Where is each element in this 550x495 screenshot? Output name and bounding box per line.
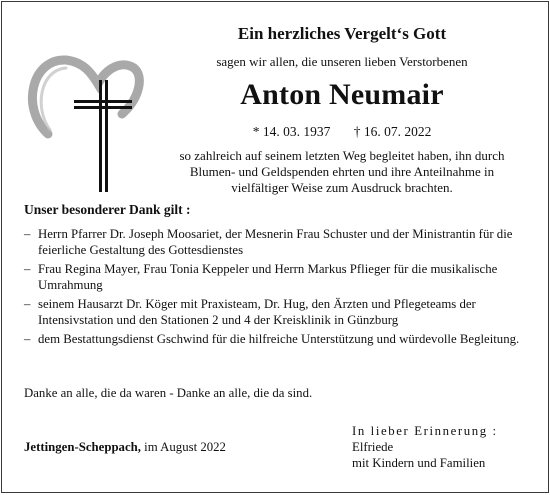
dash-bullet: – xyxy=(24,262,31,276)
signer-name: Elfriede xyxy=(352,440,394,454)
heart-cross-emblem xyxy=(26,42,146,192)
dash-bullet: – xyxy=(24,227,31,241)
memory-signature xyxy=(352,423,498,471)
list-item-text: Frau Regina Mayer, Frau Tonia Keppeler und Herrn Markus Pflieger für die musikalische Umrahmung xyxy=(38,262,498,292)
message-line: so zahlreich auf seinem letzten Weg begleitet haben, ihn durch xyxy=(179,148,505,163)
message-line: vielfältiger Weise zum Ausdruck brachten. xyxy=(231,180,453,195)
place-name: Jettingen-Scheppach, xyxy=(24,440,141,454)
list-item xyxy=(24,296,534,328)
signer-family: mit Kindern und Familien xyxy=(352,456,486,470)
death-date: † 16. 07. 2022 xyxy=(353,124,432,139)
obituary-card xyxy=(1,1,549,493)
thanks-list xyxy=(24,226,534,350)
memory-title: In lieber Erinnerung : xyxy=(352,424,498,438)
page-title: Ein herzliches Vergelt‘s Gott xyxy=(237,24,447,43)
closing-line: Danke an alle, die da waren - Danke an alle, die da sind. xyxy=(24,386,313,400)
list-item-text: dem Bestattungsdienst Gschwind für die hilfreiche Unterstützung und würdevolle Begleitung. xyxy=(38,332,520,346)
list-item xyxy=(24,226,534,258)
dash-bullet: – xyxy=(24,297,31,311)
list-item xyxy=(24,331,534,347)
cross-icon xyxy=(74,80,132,192)
message-line: Blumen- und Geldspenden ehrten und ihre Anteilnahme in xyxy=(189,164,495,179)
deceased-name: Anton Neumair xyxy=(240,78,444,111)
list-item-text: Herrn Pfarrer Dr. Joseph Moosariet, der Mesnerin Frau Schuster und der Ministrantin für die feierliche Gestaltung des Gottesdienstes xyxy=(38,227,513,257)
subtitle: sagen wir allen, die unseren lieben Verstorbenen xyxy=(216,54,468,69)
list-item-text: seinem Hausarzt Dr. Köger mit Praxisteam, Dr. Hug, den Ärzten und Pflegeteams der Intensivstation und den Stationen 2 und 4 der Kreisklinik in Günzburg xyxy=(38,297,476,327)
dash-bullet: – xyxy=(24,332,31,346)
birth-date: * 14. 03. 1937 xyxy=(252,124,331,139)
list-item xyxy=(24,261,534,293)
life-dates xyxy=(142,124,542,140)
date-text: im August 2022 xyxy=(144,440,226,454)
place-date xyxy=(24,440,226,455)
message-paragraph xyxy=(142,148,542,196)
heart-outline-icon xyxy=(32,60,139,134)
heart-outline-inner xyxy=(41,68,66,130)
thanks-heading: Unser besonderer Dank gilt : xyxy=(24,202,191,217)
